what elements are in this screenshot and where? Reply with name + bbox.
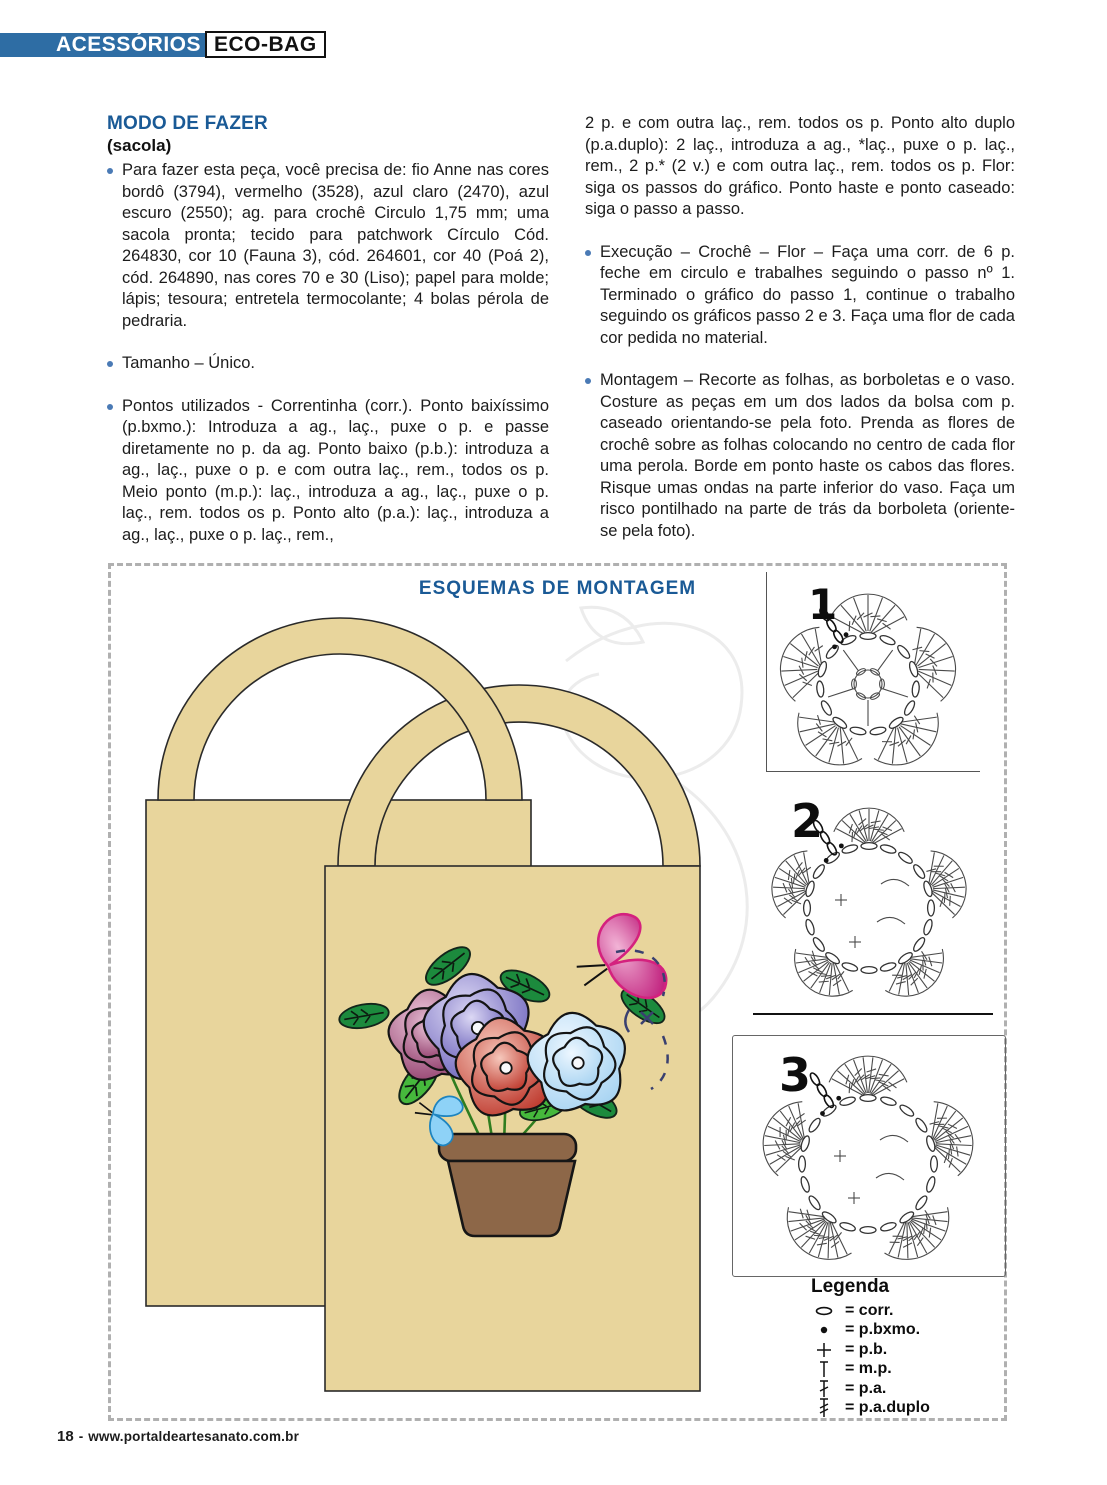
diagram-number-3: 3: [779, 1048, 812, 1102]
crochet-chart-step-3: [736, 1044, 1000, 1294]
assembly-paragraph: Montagem – Recorte as folhas, as borboletas e o vaso. Costure as peças em um dos lados da bolsa com p. caseado orientando-se pela foto. Prenda as flores de crochê sobre as folhas colocando no centro de cada flor uma perola. Borde em ponto haste os cabos das flores. Risque umas ondas na parte inferior do vaso. Faça um risco pontilhado na parte de trás da borboleta (oriente-se pela foto).: [600, 371, 1015, 540]
legend-title: Legenda: [811, 1276, 890, 1297]
legend-row: = p.a.duplo: [811, 1399, 1001, 1419]
legend-row: = m.p.: [811, 1360, 1001, 1380]
slip-stitch-dot-icon: [811, 1321, 837, 1339]
chain-oval-icon: [811, 1302, 837, 1320]
footer-dash: -: [78, 1429, 84, 1444]
legend-row: = p.a.: [811, 1379, 1001, 1399]
legend-row: = corr.: [811, 1301, 1001, 1321]
back-bag-handle: [158, 618, 522, 800]
footer-site-url: www.portaldeartesanato.com.br: [88, 1429, 300, 1444]
front-bag-body: [325, 866, 700, 1391]
page-number: 18: [57, 1428, 74, 1445]
half-double-crochet-icon: [811, 1359, 837, 1379]
execution-paragraph: Execução – Crochê – Flor – Faça uma corr. de 6 p. feche em circulo e trabalhes seguindo o passo nº 1. Terminado o gráfico do passo 1, continue o trabalho seguindo os gráficos passo 2 e 3. Faça uma flor de cada cor pedida no material.: [600, 242, 1015, 347]
bullet-icon: [107, 168, 113, 174]
eco-bag-illustration: [111, 566, 771, 1418]
instructions-left-column: [107, 113, 549, 567]
legend-row: = p.bxmo.: [811, 1321, 1001, 1341]
list-item-size: [107, 353, 549, 375]
treble-crochet-icon: [811, 1397, 837, 1419]
assembly-schematics-box: [108, 563, 1007, 1421]
article-title: MODO DE FAZER: [107, 113, 268, 134]
single-crochet-cross-icon: [811, 1341, 837, 1359]
crochet-chart-step-2: [749, 788, 999, 1038]
bullet-icon: [107, 404, 113, 410]
page-footer: [57, 1428, 299, 1445]
size-paragraph: Tamanho – Único.: [122, 354, 255, 372]
crochet-chart-step-1: [761, 574, 981, 779]
bullet-icon: [585, 378, 591, 384]
materials-paragraph: Para fazer esta peça, você precisa de: fio Anne nas cores bordô (3794), vermelho (3528), azul claro (2470), azul escuro (2550); ag. para crochê Circulo 1,75 mm; uma sacola pronta; tecido para patchwork Círculo Cód. 264830, cor 10 (Fauna 3), cód. 264601, cor 40 (Poá 2), cód. 264890, nas cores 70 e 30 (Liso); papel para molde; lápis; tesoura; entretela termocolante; 4 bolas pérola de pedraria.: [122, 161, 549, 330]
list-item-materials: [107, 160, 549, 332]
crochet-flower-chart: [780, 594, 955, 765]
instructions-right-column: [585, 113, 1015, 563]
stitches-continued-paragraph: 2 p. e com outra laç., rem. todos os p. Ponto alto duplo (p.a.duplo): 2 laç., introduza a ag., *laç., puxe o p. laç., rem., 2 p.* (2 v.) e com outra laç., rem. todos os p. Flor: siga os passos do gráfico. Ponto haste e ponto caseado: siga o passo a passo.: [585, 114, 1015, 218]
article-subtitle: (sacola): [107, 136, 172, 155]
diagram-number-2: 2: [791, 794, 824, 848]
bullet-icon: [107, 361, 113, 367]
legend-row: = p.b.: [811, 1340, 1001, 1360]
list-item-stitches: [107, 396, 549, 547]
double-crochet-icon: [811, 1379, 837, 1399]
diagram-number-1: 1: [808, 580, 838, 629]
stitches-paragraph: Pontos utilizados - Correntinha (corr.). Ponto baixíssimo (p.bxmo.): Introduza a ag., laç., puxe o p. e passe diretamente no p. da ag. Ponto baixo (p.b.): introduza a ag., laç., puxe o p. e com outra laç., rem., todos os p. Meio ponto (m.p.): laç., introduza a ag., laç., puxe o p. laç., rem. todos os p. Ponto alto (p.a.): laç., introduza a ag., laç., puxe o p. laç., rem.,: [122, 396, 549, 544]
schematics-title: ESQUEMAS DE MONTAGEM: [418, 578, 697, 599]
bullet-icon: [585, 250, 591, 256]
list-item-execution: [585, 242, 1015, 350]
section-header-bar: [0, 33, 205, 57]
list-item-assembly: [585, 370, 1015, 542]
stitch-legend: [811, 1276, 1001, 1418]
section-label: ACESSÓRIOS: [55, 33, 201, 56]
eco-bag-tag-label: ECO-BAG: [205, 31, 326, 58]
